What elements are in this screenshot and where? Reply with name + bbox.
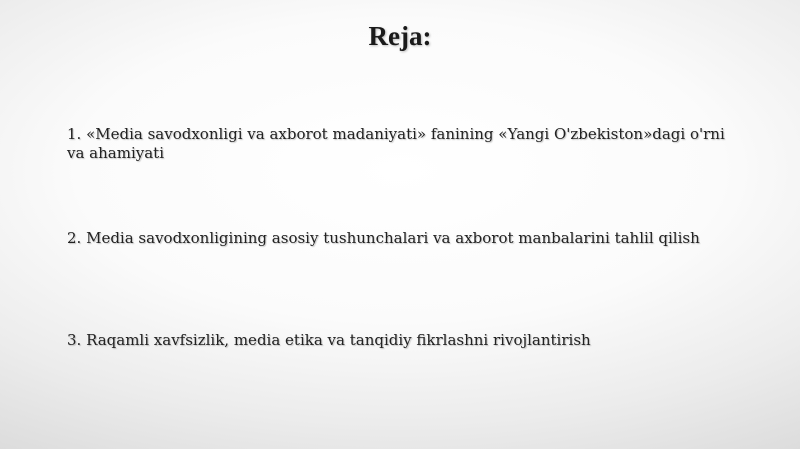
slide-title: Reja: (368, 21, 432, 51)
plan-item-2: 2. Media savodxonligining asosiy tushunchalari va axborot manbalarini tahlil qilish (67, 229, 700, 247)
plan-item-3: 3. Raqamli xavfsizlik, media etika va tanqidiy fikrlashni rivojlantirish (67, 331, 591, 349)
plan-item-1: 1. «Media savodxonligi va axborot madaniyati» fanining «Yangi O'zbekiston»dagi o'rni va ahamiyati (67, 125, 725, 162)
